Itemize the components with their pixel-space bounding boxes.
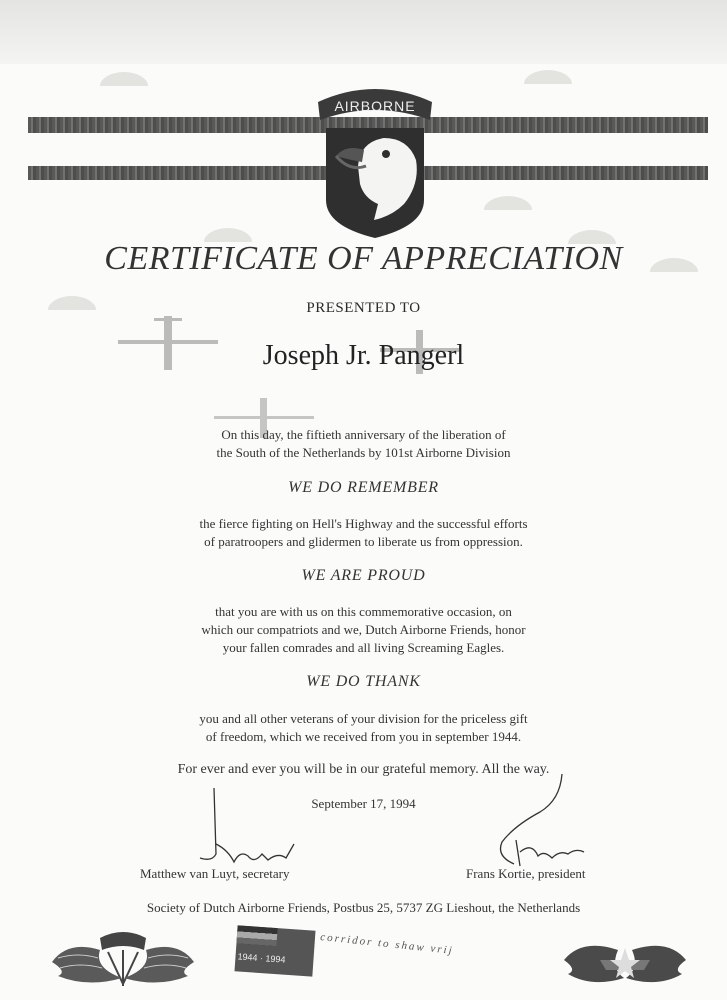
parachutist-wings-badge — [48, 928, 198, 994]
parachute-graphic — [100, 72, 148, 86]
scan-top-strip — [0, 0, 727, 64]
text-line: that you are with us on this commemorative occasion, on — [215, 604, 512, 619]
screaming-eagle-emblem — [312, 80, 438, 240]
secretary-signature — [188, 784, 318, 870]
president-signature — [480, 770, 600, 870]
text-line: you and all other veterans of your division for the priceless gift — [199, 711, 528, 726]
text-line: the South of the Netherlands by 101st Airborne Division — [216, 445, 511, 460]
presented-to-label: PRESENTED TO — [306, 300, 421, 316]
intro-paragraph — [120, 426, 607, 462]
thank-paragraph — [120, 710, 607, 746]
emblem-label: AIRBORNE — [334, 98, 416, 114]
certificate-title: CERTIFICATE OF APPRECIATION — [104, 240, 623, 277]
parachute-graphic — [484, 196, 532, 210]
stamp-slogan: corridor to shaw vrij — [319, 931, 455, 957]
remember-paragraph — [120, 515, 607, 551]
secretary-name: Matthew van Luyt, secretary — [140, 866, 290, 881]
text-line: which our compatriots and we, Dutch Airborne Friends, honor — [201, 622, 526, 637]
text-line: of paratroopers and glidermen to liberate us from oppression. — [204, 534, 523, 549]
anniversary-stamp — [234, 925, 315, 976]
text-line: your fallen comrades and all living Screaming Eagles. — [222, 640, 505, 655]
closing-line: For ever and ever you will be in our grateful memory. All the way. — [177, 762, 550, 777]
text-line: On this day, the fiftieth anniversary of the liberation of — [221, 427, 506, 442]
glider-wings-badge — [560, 930, 690, 994]
text-line: the fierce fighting on Hell's Highway and the successful efforts — [199, 516, 528, 531]
recipient-name: Joseph Jr. Pangerl — [262, 340, 465, 371]
society-address: Society of Dutch Airborne Friends, Postbus 25, 5737 ZG Lieshout, the Netherlands — [146, 900, 581, 915]
section-heading-remember: WE DO REMEMBER — [288, 479, 439, 496]
text-line: of freedom, which we received from you in september 1944. — [205, 729, 522, 744]
stamp-flag — [236, 925, 277, 946]
stamp-years: 1944 · 1994 — [237, 951, 286, 965]
section-heading-proud: WE ARE PROUD — [301, 567, 426, 584]
parachute-graphic — [524, 70, 572, 84]
certificate-date: September 17, 1994 — [311, 796, 416, 811]
section-heading-thank: WE DO THANK — [306, 673, 421, 690]
proud-paragraph — [120, 603, 607, 657]
president-name: Frans Kortie, president — [466, 866, 586, 881]
